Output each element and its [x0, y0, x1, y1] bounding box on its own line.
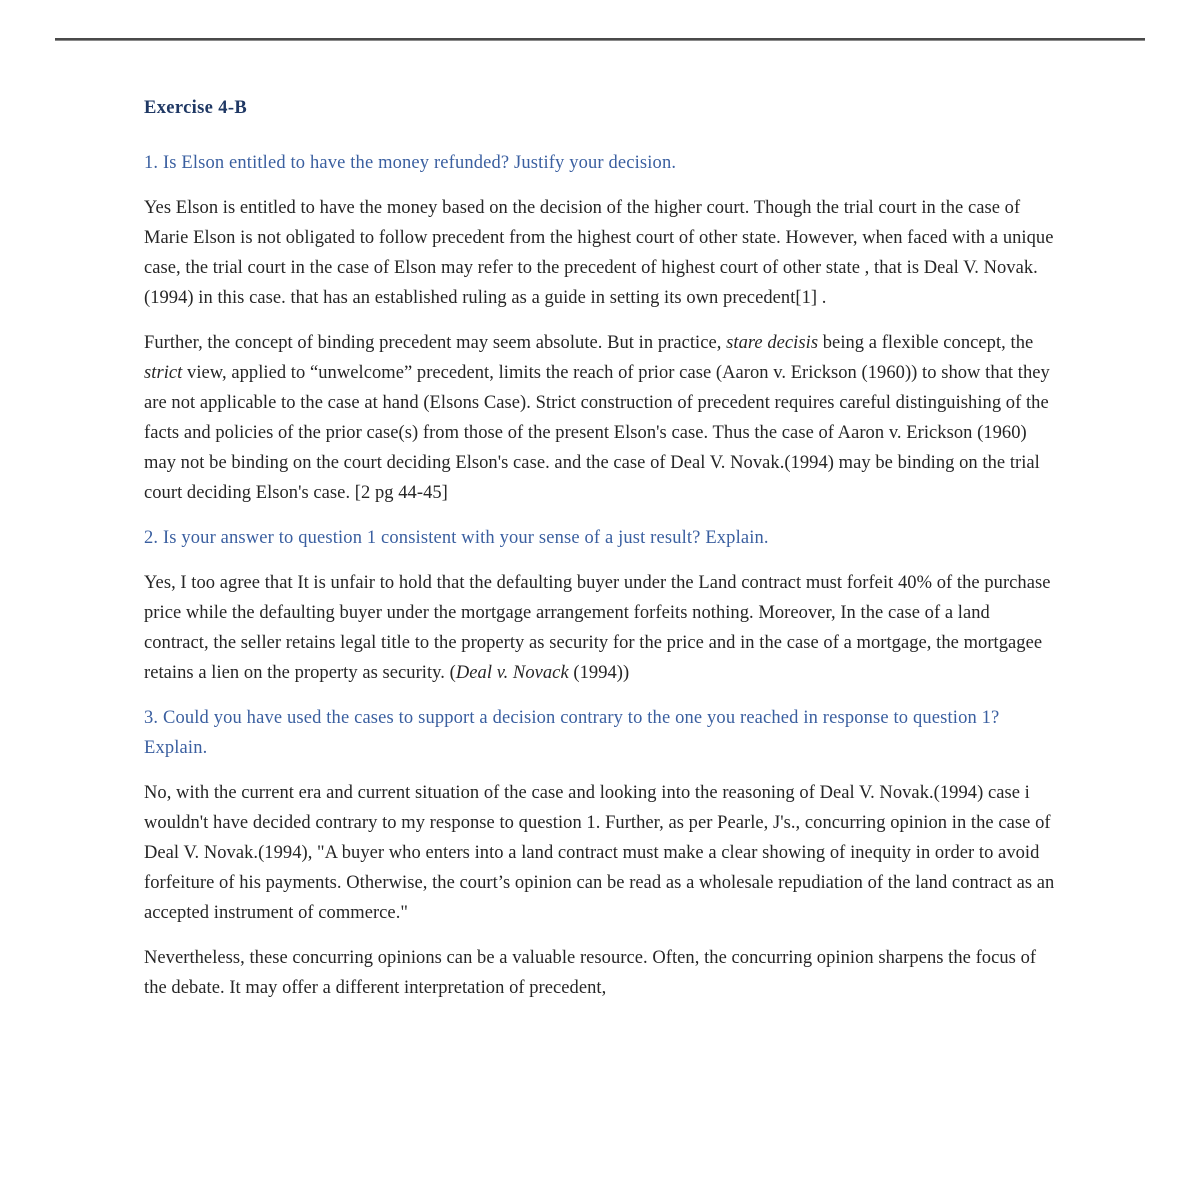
document-blocks: [144, 148, 1058, 1003]
question-text: 1. Is Elson entitled to have the money refunded? Justify your decision.: [144, 152, 677, 173]
header-divider-rule: [55, 38, 1145, 41]
question-3: [144, 703, 1058, 763]
text-run: view, applied to “unwelcome” precedent, limits the reach of prior case (Aaron v. Erickson (1960)) to show that they are not applicable to the case at hand (Elsons Case). Strict construction of precedent requires careful distinguishing of the facts and policies of the prior case(s) from those of the present Elson's case. Thus the case of Aaron v. Erickson (1960) may not be binding on the court deciding Elson's case. and the case of Deal V. Novak.(1994) may be binding on the trial court deciding Elson's case. [2 pg 44-45]: [144, 362, 1050, 503]
text-run: (1994)): [568, 662, 630, 683]
italic-run: Deal v. Novack: [455, 662, 569, 683]
text-run: Yes, I too agree that It is unfair to hold that the defaulting buyer under the Land contract must forfeit 40% of the purchase price while the defaulting buyer under the mortgage arrangement forfeits nothing. Moreover, In the case of a land contract, the seller retains legal title to the property as security for the price and in the case of a mortgage, the mortgagee retains a lien on the property as security. (: [144, 572, 1051, 683]
italic-run: strict: [144, 362, 183, 383]
answer-2-paragraph-1: [144, 568, 1058, 688]
text-run: Yes Elson is entitled to have the money based on the decision of the higher court. Though the trial court in the case of Marie Elson is not obligated to follow precedent from the highest court of other state. However, when faced with a unique case, the trial court in the case of Elson may refer to the precedent of highest court of other state , that is Deal V. Novak.(1994) in this case. that has an established ruling as a guide in setting its own precedent[1] .: [144, 197, 1054, 308]
answer-3-paragraph-1: [144, 778, 1058, 928]
answer-1-paragraph-2: [144, 328, 1058, 508]
page-title: Exercise 4-B: [144, 98, 248, 118]
text-run: being a flexible concept, the: [818, 332, 1034, 353]
question-1: [144, 148, 1058, 178]
italic-run: stare decisis: [726, 332, 819, 353]
text-run: Nevertheless, these concurring opinions can be a valuable resource. Often, the concurring opinion sharpens the focus of the debate. It may offer a different interpretation of precedent,: [144, 947, 1037, 998]
text-run: No, with the current era and current situation of the case and looking into the reasoning of Deal V. Novak.(1994) case i wouldn't have decided contrary to my response to question 1. Further, as per Pearle, J's., concurring opinion in the case of Deal V. Novak.(1994), "A buyer who enters into a land contract must make a clear showing of inequity in order to avoid forfeiture of his payments. Otherwise, the court’s opinion can be read as a wholesale repudiation of the land contract as an accepted instrument of commerce.": [144, 782, 1055, 923]
answer-3-paragraph-2: [144, 943, 1058, 1003]
question-2: [144, 523, 1058, 553]
document-body: [144, 96, 1058, 1018]
answer-1-paragraph-1: [144, 193, 1058, 313]
question-text: 3. Could you have used the cases to support a decision contrary to the one you reached in response to question 1? Explain.: [144, 707, 1000, 758]
question-text: 2. Is your answer to question 1 consistent with your sense of a just result? Explain.: [144, 527, 769, 548]
text-run: Further, the concept of binding precedent may seem absolute. But in practice,: [144, 332, 727, 353]
